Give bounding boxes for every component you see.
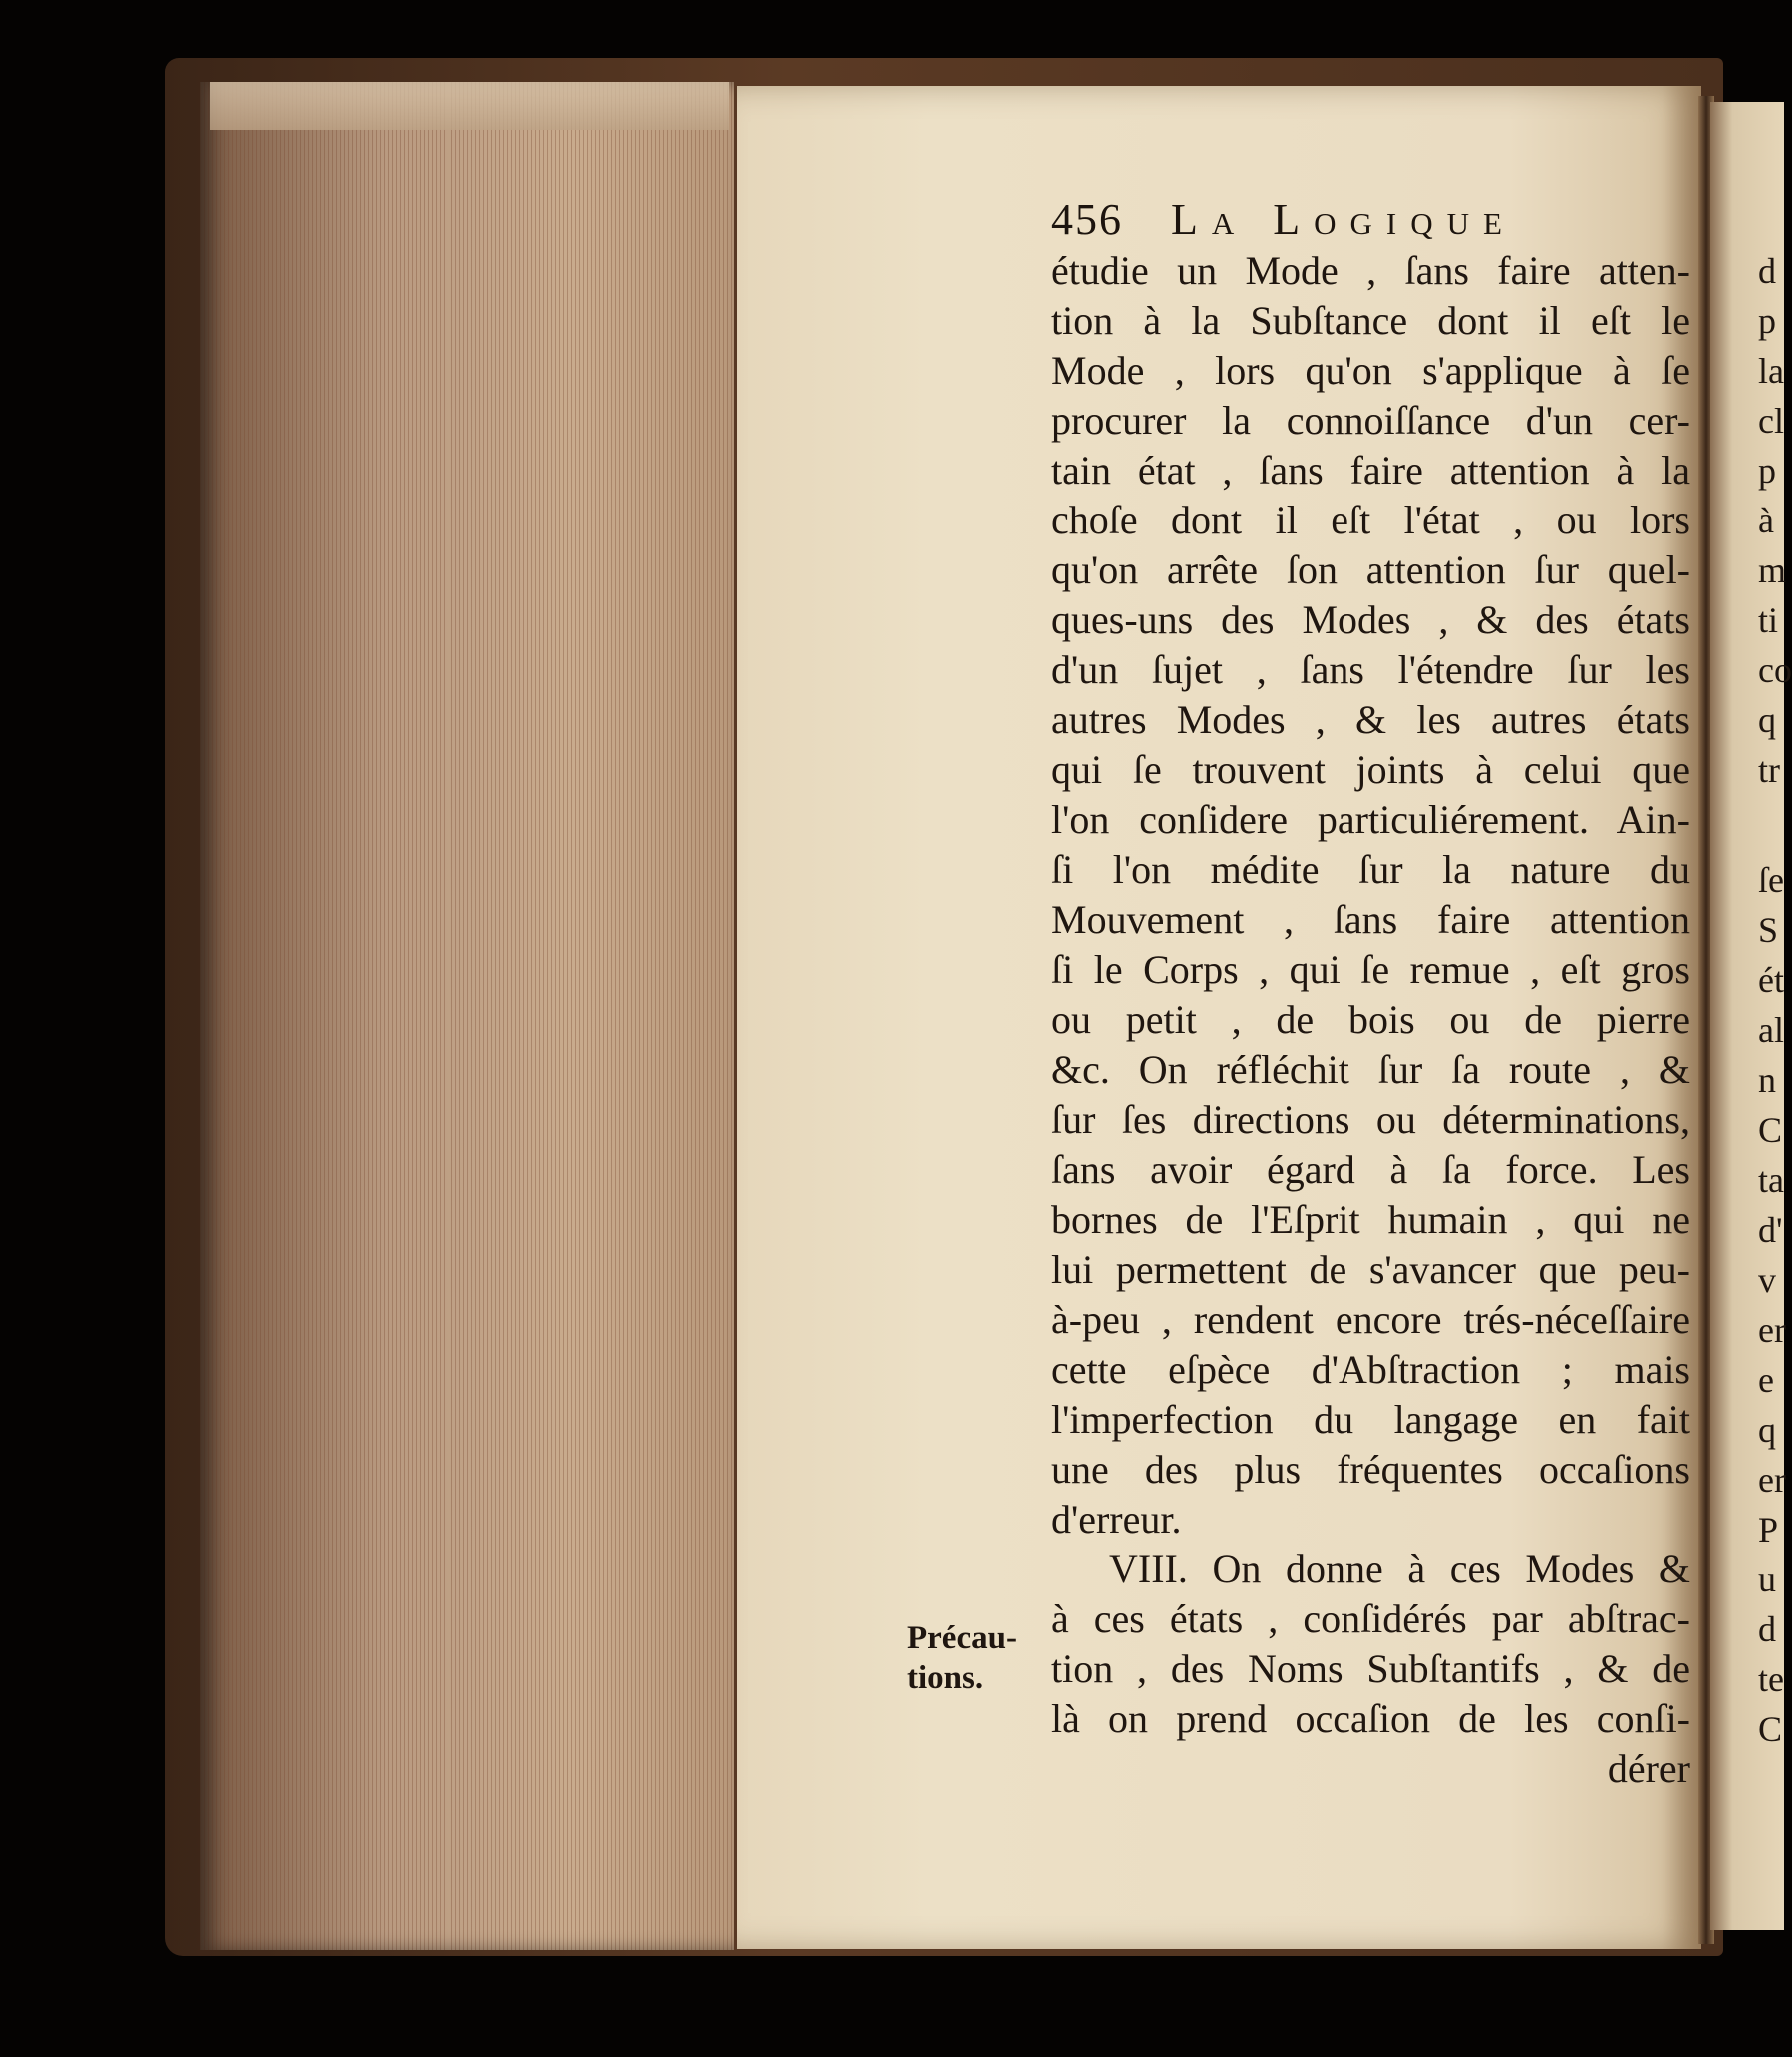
running-title: La Logique: [1171, 195, 1516, 244]
margin-note-line: tions.: [907, 1660, 984, 1696]
fragment: al: [1758, 1010, 1784, 1050]
text-line: ques-uns des Modes , & des états: [1051, 597, 1690, 642]
fragment: co: [1758, 650, 1792, 690]
text-line: tion à la Subſtance dont il eſt le: [1051, 298, 1690, 343]
fragment: à: [1758, 501, 1774, 540]
body-text: [1051, 246, 1690, 1794]
text-line: bornes de l'Eſprit humain , qui ne: [1051, 1197, 1690, 1242]
page-block-edge: [200, 82, 734, 1950]
page-number: 456: [1051, 195, 1123, 244]
text-line: Mode , lors qu'on s'applique à ſe: [1051, 348, 1690, 393]
fragment: v: [1758, 1260, 1776, 1300]
fragment: C: [1758, 1709, 1783, 1749]
text-line: une des plus fréquentes occaſions: [1051, 1447, 1690, 1492]
fragment: ſe: [1758, 860, 1784, 900]
text-line: ou petit , de bois ou de pierre: [1051, 997, 1690, 1042]
text-line: qui ſe trouvent joints à celui que: [1051, 747, 1690, 792]
fragment: ta: [1758, 1160, 1784, 1200]
page-block-top: [210, 82, 729, 130]
fragment: cl: [1758, 401, 1784, 441]
fragment: [1758, 795, 1788, 855]
fragment: d: [1758, 1609, 1776, 1649]
text-line: ſi le Corps , qui ſe remue , eſt gros: [1051, 947, 1690, 992]
text-line: autres Modes , & les autres états: [1051, 697, 1690, 742]
fragment: er: [1758, 1460, 1786, 1500]
section-heading-line: VIII. On donne à ces Modes &: [1109, 1546, 1690, 1591]
fragment: d': [1758, 1210, 1783, 1250]
text-line: qu'on arrête ſon attention ſur quel-: [1051, 547, 1690, 592]
text-line: ſi l'on médite ſur la nature du: [1051, 847, 1690, 892]
text-line: &c. On réfléchit ſur ſa route , &: [1051, 1047, 1690, 1092]
right-page-fragments: [1758, 246, 1792, 1754]
text-line: l'on conſidere particuliérement. Ain-: [1051, 797, 1690, 842]
text-line: Mouvement , ſans faire attention: [1051, 897, 1690, 942]
fragment: u: [1758, 1559, 1776, 1599]
text-line: à ces états , conſidérés par abſtrac-: [1051, 1596, 1690, 1641]
fragment: e: [1758, 1360, 1774, 1400]
fragment: tr: [1758, 750, 1780, 790]
text-line: ſur ſes directions ou déterminations,: [1051, 1097, 1690, 1142]
running-head: [1051, 194, 1690, 245]
text-line: tain état , ſans faire attention à la: [1051, 448, 1690, 493]
fragment: p: [1758, 451, 1776, 491]
text-line: tion , des Noms Subſtantifs , & de: [1051, 1646, 1690, 1691]
fragment: q: [1758, 1410, 1776, 1450]
fragment: er: [1758, 1310, 1786, 1350]
catchword: dérer: [1607, 1746, 1690, 1791]
fragment: te: [1758, 1659, 1784, 1699]
fragment: q: [1758, 700, 1776, 740]
fragment: P: [1758, 1510, 1779, 1549]
fragment: S: [1758, 910, 1779, 950]
margin-note-line: Précau-: [907, 1620, 1017, 1656]
fragment: C: [1758, 1110, 1783, 1150]
fragment: la: [1758, 351, 1784, 391]
margin-note: [907, 1618, 1037, 1698]
text-line: lui permettent de s'avancer que peu-: [1051, 1247, 1690, 1292]
fragment: d: [1758, 251, 1776, 291]
text-line: procurer la connoiſſance d'un cer-: [1051, 398, 1690, 443]
text-line: cette eſpèce d'Abſtraction ; mais: [1051, 1347, 1690, 1392]
text-line: d'un ſujet , ſans l'étendre ſur les: [1051, 647, 1690, 692]
text-line: étudie un Mode , ſans faire atten-: [1051, 248, 1690, 293]
text-line: d'erreur.: [1051, 1497, 1182, 1542]
text-line: ſans avoir égard à ſa force. Les: [1051, 1147, 1690, 1192]
text-line: choſe dont il eſt l'état , ou lors: [1051, 498, 1690, 542]
fragment: n: [1758, 1060, 1776, 1100]
text-line: l'imperfection du langage en fait: [1051, 1397, 1690, 1442]
text-line: là on prend occaſion de les conſi-: [1051, 1696, 1690, 1741]
fragment: p: [1758, 301, 1776, 341]
fragment: ét: [1758, 960, 1784, 1000]
text-line: à-peu , rendent encore trés-néceſſaire: [1051, 1297, 1690, 1342]
fragment: m: [1758, 550, 1787, 590]
fragment: ti: [1758, 600, 1779, 640]
